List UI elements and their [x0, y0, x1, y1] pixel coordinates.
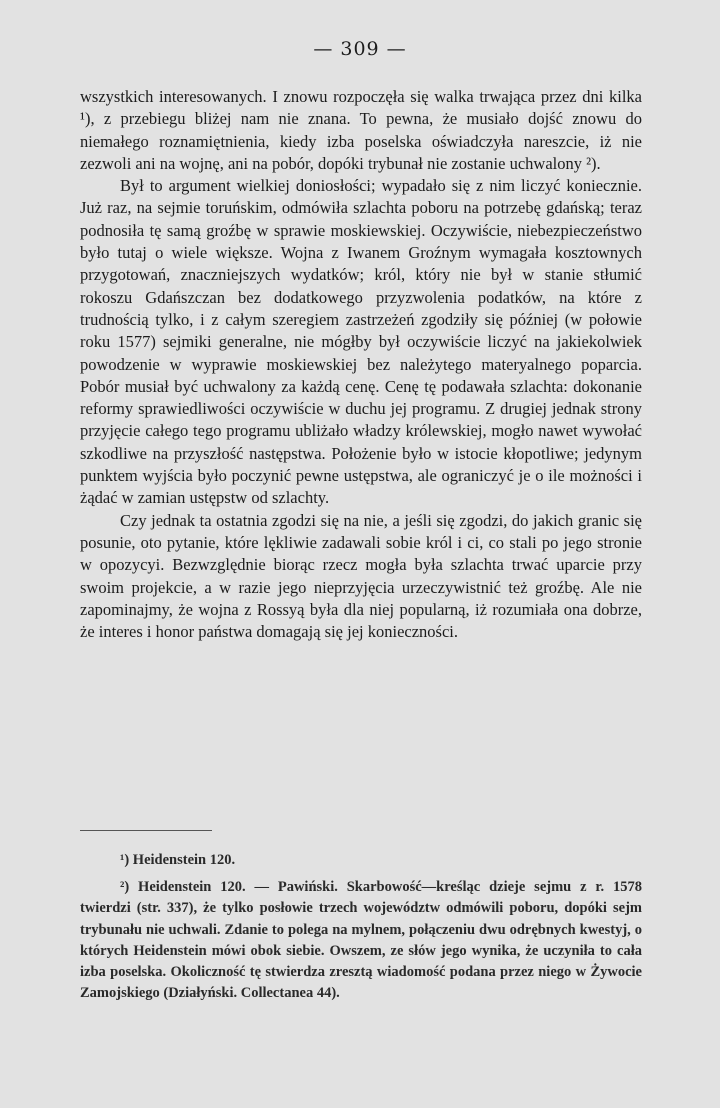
footnote-2: ²) Heidenstein 120. — Pawiński. Skarbowość—kreśląc dzieje sejmu z r. 1578 twierdzi (str. 337), że tylko posłowie trzech województw odmówili poboru, dopóki sejm trybunału nie uchwali. Zdanie to polega na mylnem, połączeniu dwu odrębnych kwestyj, o których Heidenstein mówi obok siebie. Owszem, ze słów jego wynika, że uczyniła to cała izba poselska. Okoliczność tę stwierdza zresztą wiadomość podana przez niego w Żywocie Zamojskiego (Działyński. Collectanea 44).: [80, 879, 642, 1002]
paragraph: Czy jednak ta ostatnia zgodzi się na nie, a jeśli się zgodzi, do jakich granic się posunie, oto pytanie, które lękliwie zadawali sobie król i ci, co stali po jego stronie w opozycyi. Bezwzględnie biorąc rzecz mogła była szlachta trwać uparcie przy swoim projekcie, a w razie jego nieprzyjęcia urzeczywistnić też groźbę. Ale nie zapominajmy, że wojna z Rossyą była dla niej popularną, iż rozumiała ona dobrze, że interes i honor państwa domagają się jej konieczności.: [80, 510, 642, 642]
main-text: [80, 86, 642, 643]
paragraph: Był to argument wielkiej doniosłości; wypadało się z nim liczyć koniecznie. Już raz, na sejmie toruńskim, odmówiła szlachta poboru na potrzebę gdańską; teraz podnosiła tę samą groźbę w sprawie moskiewskiej. Oczywiście, niebezpieczeństwo było tutaj o wiele większe. Wojna z Iwanem Groźnym wymagała kosztownych przygotowań, znaczniejszych wydatków; król, który nie był w stanie stłumić rokoszu Gdańszczan bez dodatkowego przyzwolenia podatków, na które z trudnością tylko, i z całym szeregiem zastrzeżeń zgodziły się później (w połowie roku 1577) sejmiki generalne, nie mógłby był oczywiście liczyć na jakiekolwiek powodzenie w wyprawie moskiewskiej bez należytego materyalnego poparcia. Pobór musiał być uchwalony za każdą cenę. Cenę tę podawała szlachta: dokonanie reformy sprawiedliwości oczywiście w duchu jej programu. Z drugiej jednak strony przyjęcie całego tego programu ubliżało władzy królewskiej, mogło nawet wywołać szkodliwe na przyszłość następstwa. Położenie było w istocie kłopotliwe; jedynym punktem wyjścia było poczynić pewne ustępstwa, ale ograniczyć je o ile możności i żądać w zamian ustępstw od szlachty.: [80, 176, 642, 508]
footnote-1: ¹) Heidenstein 120.: [120, 852, 236, 868]
footnote-separator: [80, 830, 212, 831]
page-number: — 309 —: [313, 38, 407, 60]
footnotes: [80, 850, 642, 1004]
paragraph: wszystkich interesowanych. I znowu rozpoczęła się walka trwająca przez dni kilka ¹), z przebiegu bliżej nam nie znana. To pewna, że musiało dojść znowu do niemałego roznamiętnienia, kiedy izba poselska oświadczyła nareszcie, iż nie zezwoli ani na wojnę, ani na pobór, dopóki trybunał nie zostanie uchwalony ²).: [80, 87, 642, 173]
